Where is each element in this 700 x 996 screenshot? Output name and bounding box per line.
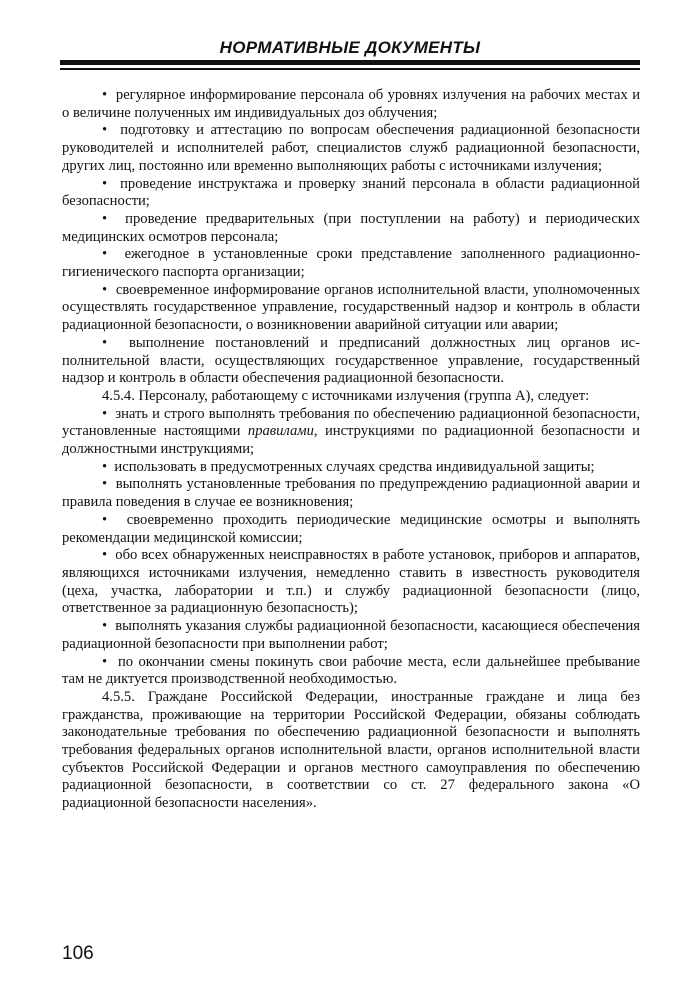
header-rule-thin [60, 68, 640, 70]
bullet-paragraph: • проведение инструктажа и проверку знаний персонала в области радиационной безопасности; [62, 176, 640, 211]
bullet-paragraph: • по окончании смены покинуть свои рабочие места, если дальнейшее пребывание там не диктуется производственной необходимостью. [62, 654, 640, 689]
bullet-paragraph: • своевременное информирование органов исполнительной власти, уполномоченных осуществлять государственное управление, государственный надзор и контроль в области радиационной безопасности, о возникновении аварийной ситуации или аварии; [62, 282, 640, 335]
bullet-paragraph: • регулярное информирование персонала об уровнях излучения на рабочих местах и о величине полученных им индивидуальных доз облучения; [62, 87, 640, 122]
header-rule-thick [60, 60, 640, 65]
bullet-paragraph: • выполнять установленные требования по предупреждению радиационной аварии и правила поведения в случае ее возникновения; [62, 476, 640, 511]
bullet-paragraph: • использовать в предусмотренных случаях средства индивидуальной защиты; [62, 459, 640, 477]
bullet-paragraph [62, 406, 640, 459]
bullet-text-part: , инструкциями по радиационной безопасности и должностными инструкциями; [62, 423, 640, 458]
section-paragraph-4-5-5: 4.5.5. Граждане Российской Федерации, иностранные граждане и лица без гражданства, проживающие на территории Российской Федерации, обязаны соблюдать законодательные требования по обеспечению радиационной безопасности и выполнять требования федеральных органов исполнительной власти, органов исполнительной власти субъектов Российской Федерации и органов местного самоуправления по обеспечению радиационной безопасности, в соответствии со ст. 27 федерального закона «О радиационной безопасности населения». [62, 688, 640, 812]
page-number: 106 [62, 943, 94, 964]
page-header-title: НОРМАТИВНЫЕ ДОКУМЕНТЫ [219, 38, 481, 57]
bullet-paragraph: • выполнять указания службы радиационной безопасности, касающиеся обеспечения радиационной безопасности при выполнении работ; [62, 618, 640, 653]
bullet-paragraph: • обо всех обнаруженных неисправностях в работе установок, приборов и аппаратов, являющихся источниками излучения, немедленно ставить в известность руководителя (цеха, участка, лаборатории и т.п.) и службу радиационной безопасности (лицо, ответственное за радиационную безопасность); [62, 547, 640, 618]
section-paragraph-4-5-4: 4.5.4. Персоналу, работающему с источниками излучения (группа А), следует: [102, 387, 590, 404]
bullet-paragraph: • своевременно проходить периодические медицинские осмотры и выполнять рекомендации медицинской комиссии; [62, 512, 640, 547]
bullet-paragraph: • проведение предварительных (при поступлении на работу) и периодических медицинских осмотров персонала; [62, 211, 640, 246]
italic-term: правилами [247, 423, 314, 440]
bullet-text-part: знать и строго выполнять требования по обеспечению радиационной безопасности, установленные настоящими [62, 405, 640, 440]
bullet-paragraph: • подготовку и аттестацию по вопросам обеспечения радиационной безопасности руководителей и исполнителей работ, специалистов служб радиационной безопасности, других лиц, постоянно или временно выполняющих работы с источниками излучения; [62, 122, 640, 175]
bullet-paragraph: • ежегодное в установленные сроки представление заполненного радиационно-гигиенического паспорта организации; [62, 246, 640, 281]
document-body [62, 87, 640, 813]
bullet-paragraph: • выполнение постановлений и предписаний должностных лиц органов исполнительной власти, осуществляющих государственное управление, государственный надзор и контроль в области обеспечения радиационной безопасности. [62, 335, 640, 388]
